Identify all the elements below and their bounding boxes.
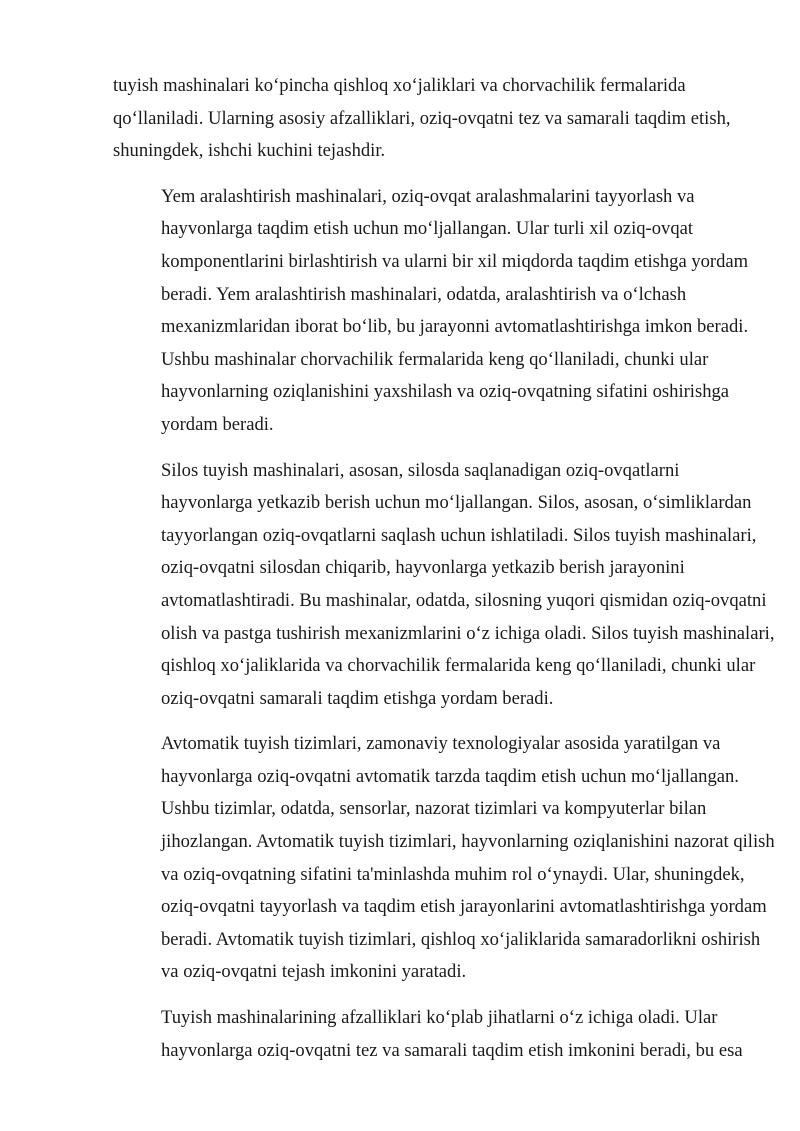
paragraph [113, 70, 743, 168]
document-body [113, 70, 775, 1080]
paragraph-line: yordam beradi. [161, 413, 274, 435]
paragraph-line: Yem aralashtirish mashinalari, oziq-ovqat aralashmalarini tayyorlash va [161, 185, 695, 207]
paragraph-line: tayyorlangan oziq-ovqatlarni saqlash uchun ishlatiladi. Silos tuyish mashinalari, [161, 524, 757, 546]
paragraph [113, 728, 775, 989]
paragraph-line: qishloq xo‘jaliklarida va chorvachilik fermalarida keng qo‘llaniladi, chunki ular [161, 655, 756, 677]
paragraph-line: oziq-ovqatni silosdan chiqarib, hayvonlarga yetkazib berish jarayonini [161, 557, 685, 579]
paragraph-line: Ushbu mashinalar chorvachilik fermalarida keng qo‘llaniladi, chunki ular [161, 348, 709, 370]
paragraph-line: va oziq-ovqatni tejash imkonini yaratadi. [161, 961, 467, 983]
paragraph-line: Silos tuyish mashinalari, asosan, silosda saqlanadigan oziq-ovqatlarni [161, 459, 680, 481]
paragraph [113, 1002, 743, 1067]
paragraph [113, 181, 749, 442]
paragraph-line: komponentlarini birlashtirish va ularni bir xil miqdorda taqdim etishga yordam [161, 250, 749, 272]
paragraph-line: beradi. Yem aralashtirish mashinalari, odatda, aralashtirish va o‘lchash [161, 283, 687, 305]
paragraph-line: tuyish mashinalari ko‘pincha qishloq xo‘jaliklari va chorvachilik fermalarida [113, 75, 686, 96]
paragraph-line: mexanizmlaridan iborat bo‘lib, bu jarayonni avtomatlashtirishga imkon beradi. [161, 316, 749, 338]
paragraph-line: shuningdek, ishchi kuchini tejashdir. [113, 140, 386, 162]
paragraph-line: oziq-ovqatni samarali taqdim etishga yordam beradi. [161, 687, 554, 709]
paragraph-line: qo‘llaniladi. Ularning asosiy afzalliklari, oziq-ovqatni tez va samarali taqdim etish, [113, 107, 731, 129]
paragraph-line: hayvonlarning oziqlanishini yaxshilash va oziq-ovqatning sifatini oshirishga [161, 381, 730, 403]
paragraph-line: jihozlangan. Avtomatik tuyish tizimlari, hayvonlarning oziqlanishini nazorat qilish [161, 831, 775, 853]
paragraph-line: hayvonlarga oziq-ovqatni avtomatik tarzda taqdim etish uchun mo‘ljallangan. [161, 765, 739, 787]
paragraph-line: beradi. Avtomatik tuyish tizimlari, qishloq xo‘jaliklarida samaradorlikni oshirish [161, 928, 761, 950]
paragraph-line: va oziq-ovqatning sifatini ta'minlashda muhim rol o‘ynaydi. Ular, shuningdek, [161, 863, 745, 885]
paragraph-line: hayvonlarga yetkazib berish uchun mo‘ljallangan. Silos, asosan, o‘simliklardan [161, 492, 752, 514]
paragraph-line: avtomatlashtiradi. Bu mashinalar, odatda, silosning yuqori qismidan oziq-ovqatni [161, 589, 767, 611]
paragraph [113, 455, 775, 716]
paragraph-line: hayvonlarga taqdim etish uchun mo‘ljallangan. Ular turli xil oziq-ovqat [161, 218, 694, 240]
paragraph-line: Avtomatik tuyish tizimlari, zamonaviy texnologiyalar asosida yaratilgan va [161, 733, 721, 755]
paragraph-line: hayvonlarga oziq-ovqatni tez va samarali taqdim etish imkonini beradi, bu esa [161, 1039, 743, 1061]
paragraph-line: oziq-ovqatni tayyorlash va taqdim etish jarayonlarini avtomatlashtirishga yordam [161, 896, 767, 918]
paragraph-line: Tuyish mashinalarining afzalliklari ko‘plab jihatlarni o‘z ichiga oladi. Ular [161, 1007, 718, 1029]
paragraph-line: olish va pastga tushirish mexanizmlarini o‘z ichiga oladi. Silos tuyish mashinalari, [161, 622, 775, 644]
paragraph-line: Ushbu tizimlar, odatda, sensorlar, nazorat tizimlari va kompyuterlar bilan [161, 798, 707, 820]
